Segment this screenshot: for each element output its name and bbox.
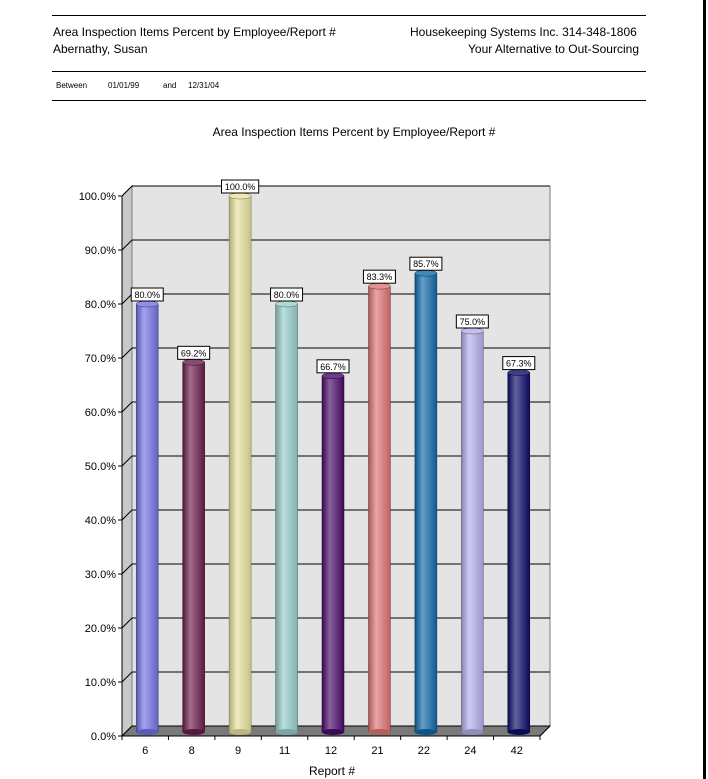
company-info: Housekeeping Systems Inc. 314-348-1806 — [410, 25, 637, 39]
bar-top-9 — [229, 193, 251, 199]
data-label: 80.0% — [134, 290, 160, 300]
bar-top-24 — [461, 328, 483, 334]
x-tick-label: 24 — [464, 745, 477, 757]
y-tick-label: 0.0% — [90, 731, 116, 743]
and-label: and — [163, 81, 177, 90]
y-tick-label: 80.0% — [84, 299, 116, 311]
x-tick-label: 42 — [510, 745, 523, 757]
bar-6 — [136, 304, 158, 732]
bar-base-24 — [461, 729, 483, 735]
bar-base-6 — [136, 729, 158, 735]
bar-base-22 — [415, 729, 437, 735]
data-label: 100.0% — [224, 182, 256, 192]
bar-top-22 — [415, 270, 437, 276]
y-tick-label: 60.0% — [84, 407, 116, 419]
y-tick-label: 50.0% — [84, 461, 116, 473]
x-tick-label: 22 — [417, 745, 431, 757]
x-tick-label: 9 — [235, 745, 242, 757]
bar-22 — [415, 273, 437, 732]
y-tick-label: 90.0% — [84, 245, 116, 257]
bar-top-6 — [136, 301, 158, 307]
bar-12 — [322, 376, 344, 732]
x-tick-label: 11 — [278, 745, 291, 757]
bar-top-42 — [508, 370, 530, 376]
employee-name: Abernathy, Susan — [53, 42, 148, 56]
bar-top-21 — [368, 283, 390, 289]
data-label: 66.7% — [320, 361, 346, 372]
y-tick-label: 10.0% — [84, 677, 116, 689]
company-tagline: Your Alternative to Out-Sourcing — [468, 42, 639, 56]
bar-top-11 — [276, 301, 298, 307]
report-title: Area Inspection Items Percent by Employee/Report # — [53, 25, 336, 39]
bar-21 — [368, 286, 390, 732]
y-tick-label: 100.0% — [78, 191, 116, 203]
bar-42 — [508, 373, 530, 732]
data-label: 85.7% — [413, 259, 439, 270]
start-date: 01/01/99 — [108, 81, 140, 90]
data-label: 83.3% — [366, 272, 393, 283]
bar-top-8 — [183, 359, 205, 365]
end-date: 12/31/04 — [188, 81, 220, 90]
y-tick-label: 20.0% — [84, 623, 116, 635]
x-axis-ticks — [122, 736, 540, 757]
bar-base-8 — [183, 729, 205, 735]
bar-base-9 — [229, 729, 251, 735]
bar-11 — [276, 304, 298, 732]
data-label: 80.0% — [273, 290, 300, 300]
bar-base-11 — [276, 729, 298, 735]
x-tick-label: 12 — [324, 745, 338, 757]
y-tick-label: 70.0% — [84, 353, 116, 365]
bar-top-12 — [322, 373, 344, 379]
between-label: Between — [56, 81, 88, 90]
bar-8 — [183, 362, 205, 732]
bar-24 — [461, 331, 483, 732]
data-label: 67.3% — [506, 358, 532, 369]
bar-base-42 — [508, 729, 530, 735]
chart-title: Area Inspection Items Percent by Employee/Report # — [212, 125, 496, 139]
x-tick-label: 6 — [142, 745, 149, 757]
y-tick-label: 30.0% — [84, 569, 116, 581]
x-tick-label: 21 — [371, 745, 384, 757]
data-label: 75.0% — [459, 317, 486, 327]
x-tick-label: 8 — [188, 745, 195, 757]
x-axis-title: Report # — [308, 764, 356, 778]
bar-base-12 — [322, 729, 344, 735]
bar-base-21 — [368, 729, 390, 735]
bar-9 — [229, 196, 251, 732]
y-tick-label: 40.0% — [84, 515, 116, 527]
data-label: 69.2% — [180, 348, 207, 359]
